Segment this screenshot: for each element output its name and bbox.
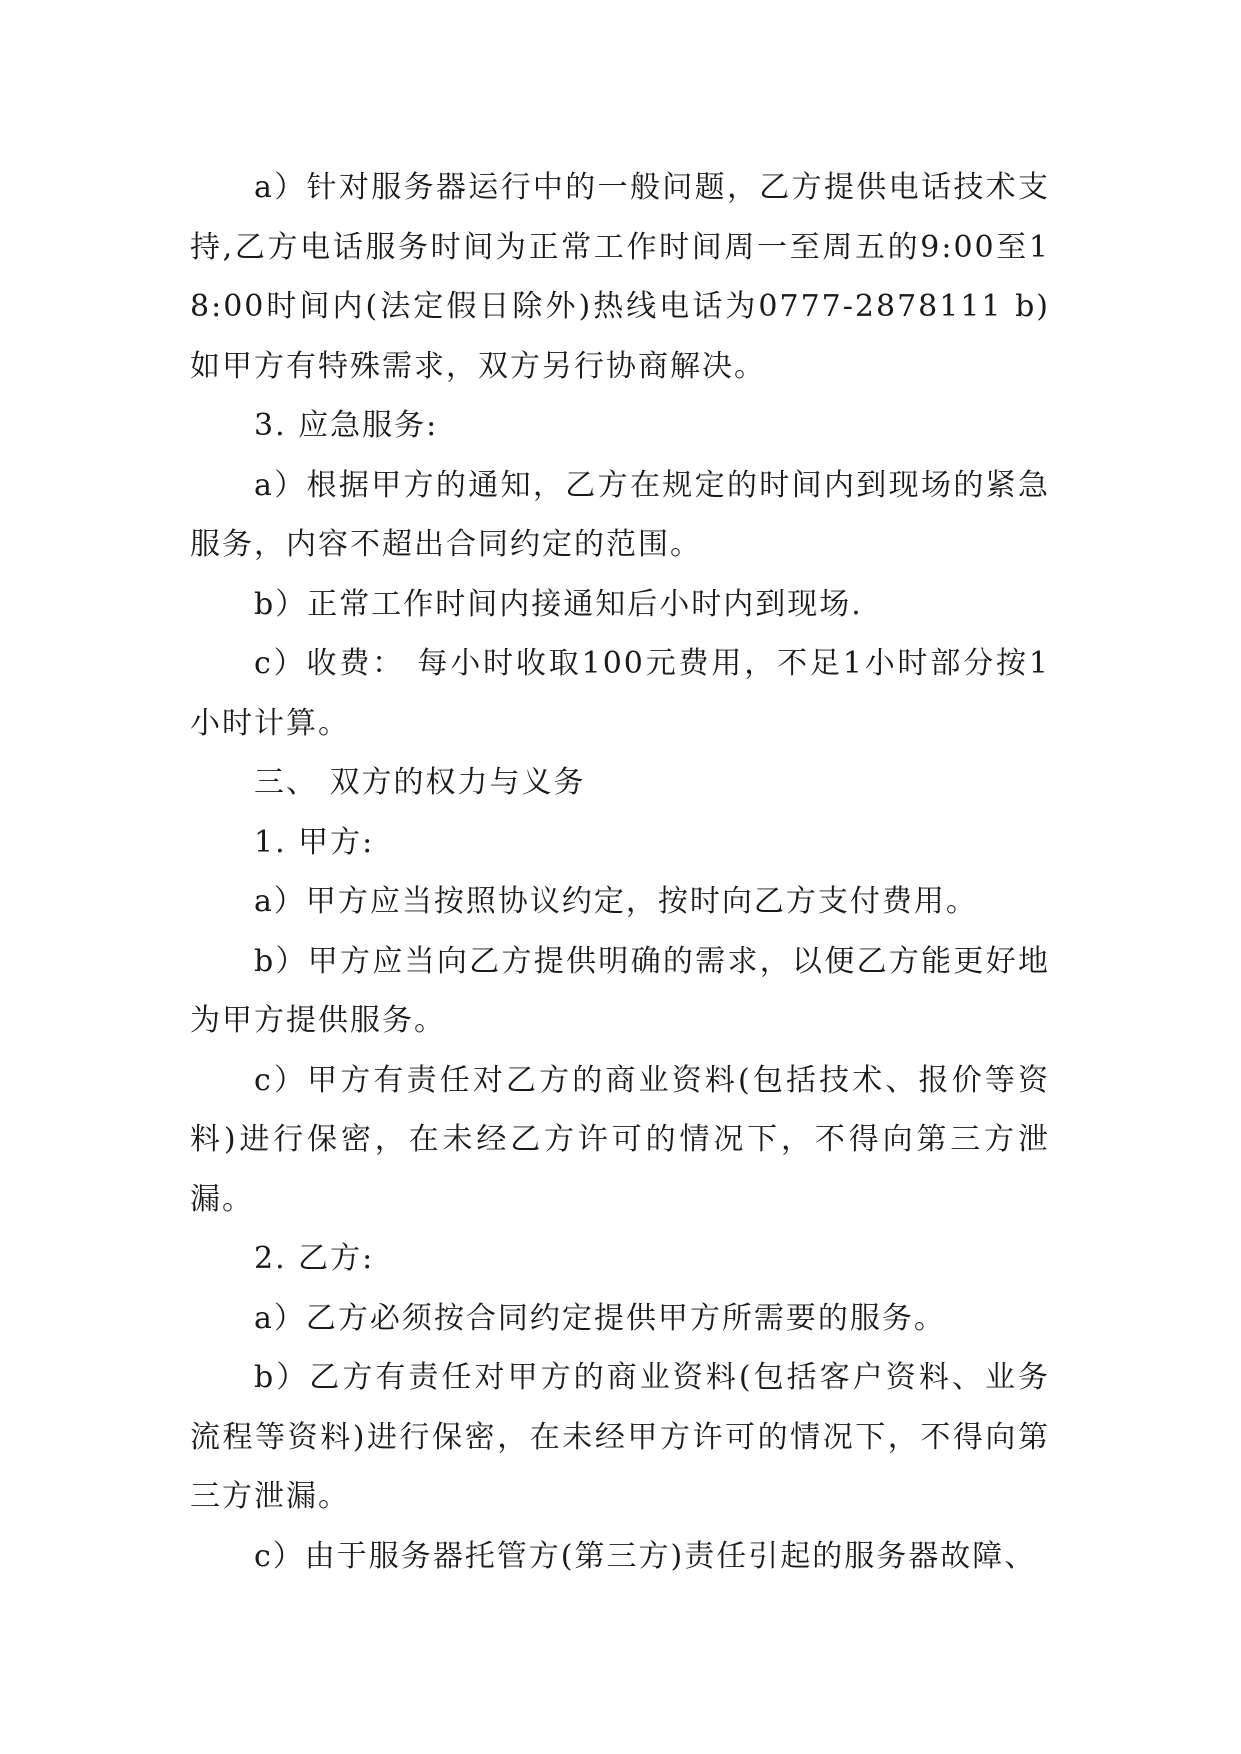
document-body bbox=[190, 158, 1050, 1586]
paragraph: a）乙方必须按合同约定提供甲方所需要的服务。 bbox=[254, 1300, 946, 1336]
paragraph: a）甲方应当按照协议约定，按时向乙方支付费用。 bbox=[254, 884, 978, 919]
paragraph: 2. 乙方: bbox=[254, 1241, 375, 1276]
paragraph: 1. 甲方: bbox=[254, 824, 375, 860]
paragraph: 3. 应急服务: bbox=[254, 408, 439, 443]
paragraph: a）根据甲方的通知，乙方在规定的时间内到现场的紧急服务，内容不超出合同约定的范围。 bbox=[190, 467, 1050, 562]
paragraph: c）收费： 每小时收取100元费用，不足1小时部分按1小时计算。 bbox=[190, 646, 1050, 741]
paragraph: b）乙方有责任对甲方的商业资料(包括客户资料、业务流程等资料)进行保密，在未经甲方许可的情况下，不得向第三方泄漏。 bbox=[190, 1360, 1050, 1514]
paragraph: b）甲方应当向乙方提供明确的需求，以便乙方能更好地为甲方提供服务。 bbox=[190, 943, 1050, 1038]
paragraph: a）针对服务器运行中的一般问题，乙方提供电话技术支持,乙方电话服务时间为正常工作时间周一至周五的9:00至18:00时间内(法定假日除外)热线电话为0777-2878111 b)如甲方有特殊需求，双方另行协商解决。 bbox=[190, 170, 1050, 384]
section-heading: 三、 双方的权力与义务 bbox=[254, 765, 586, 800]
paragraph: c）由于服务器托管方(第三方)责任引起的服务器故障、 bbox=[254, 1538, 1037, 1574]
paragraph: c）甲方有责任对乙方的商业资料(包括技术、报价等资料)进行保密，在未经乙方许可的情况下，不得向第三方泄漏。 bbox=[190, 1062, 1050, 1217]
paragraph: b）正常工作时间内接通知后小时内到现场. bbox=[254, 586, 863, 622]
